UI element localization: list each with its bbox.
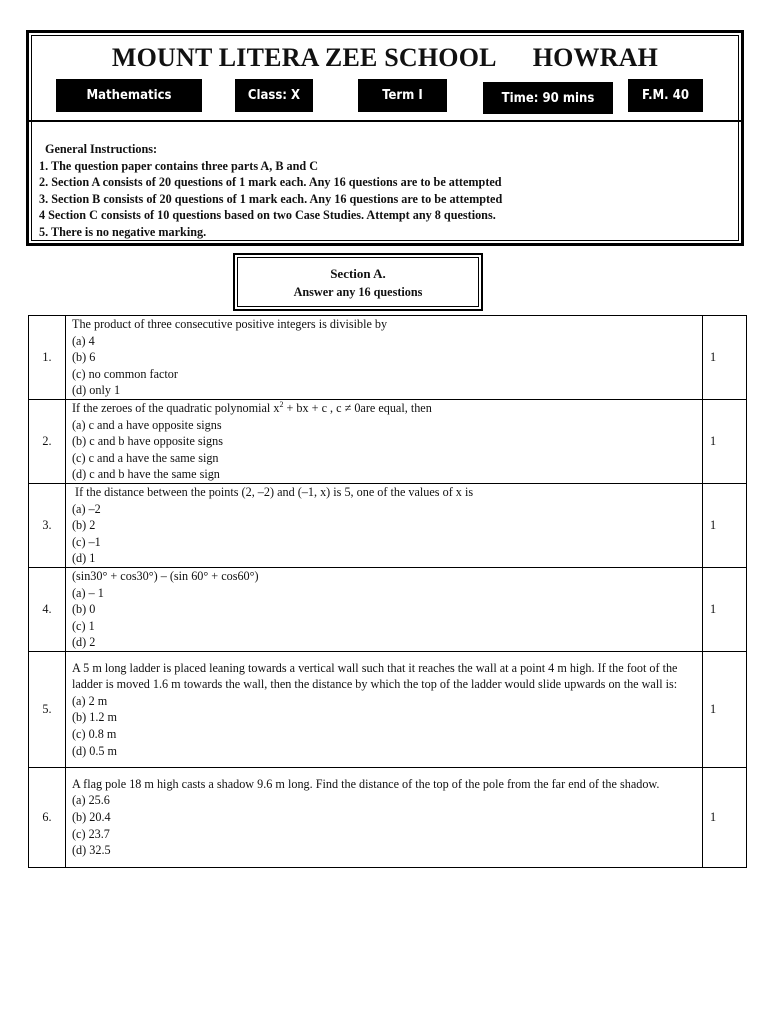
instruction-item: 2. Section A consists of 20 questions of 1 mark each. Any 16 questions are to be attempted [39, 175, 502, 189]
instructions-heading: General Instructions: [45, 142, 158, 156]
question-option: (b) 0 [72, 602, 96, 617]
question-number: 1. [29, 316, 66, 400]
subject-badge: Mathematics [56, 79, 202, 112]
question-marks: 1 [703, 399, 747, 483]
question-option: (a) –2 [72, 501, 101, 516]
section-heading-box [233, 253, 483, 311]
question-option: (b) c and b have opposite signs [72, 434, 223, 449]
term-badge: Term I [358, 79, 447, 112]
question-body [66, 567, 703, 651]
question-option: (a) 4 [72, 333, 95, 348]
question-row [29, 316, 747, 400]
question-body [66, 483, 703, 567]
question-option: (c) –1 [72, 534, 101, 549]
question-stem [72, 400, 696, 417]
full-marks-badge: F.M. 40 [628, 79, 703, 112]
question-option: (d) only 1 [72, 383, 121, 398]
question-row [29, 651, 747, 767]
header-divider [29, 120, 741, 122]
question-marks: 1 [703, 316, 747, 400]
question-option: (d) 2 [72, 635, 96, 650]
question-body [66, 651, 703, 767]
question-row [29, 567, 747, 651]
question-stem: (sin30° + cos30°) – (sin 60° + cos60°) [72, 568, 259, 583]
header-box [26, 30, 744, 246]
question-option: (b) 1.2 m [72, 710, 118, 725]
question-option: (c) no common factor [72, 366, 178, 381]
question-number: 6. [29, 767, 66, 867]
question-row [29, 399, 747, 483]
section-subtitle: Answer any 16 questions [293, 285, 423, 299]
question-stem: A 5 m long ladder is placed leaning towards a vertical wall such that it reaches the wall at a point 4 m high. If the foot of the ladder is moved 1.6 m towards the wall, then the distance by which the top of the ladder would slide upwards on the wall is: [72, 660, 678, 692]
question-marks: 1 [703, 651, 747, 767]
question-option: (d) 1 [72, 551, 96, 566]
question-stem: The product of three consecutive positive integers is divisible by [72, 317, 388, 331]
question-body [66, 399, 703, 483]
question-option: (b) 6 [72, 350, 96, 365]
question-option: (c) c and a have the same sign [72, 450, 219, 465]
question-body [66, 316, 703, 400]
general-instructions [39, 141, 733, 240]
question-option: (a) – 1 [72, 585, 104, 600]
question-option: (d) 0.5 m [72, 743, 118, 758]
question-marks: 1 [703, 567, 747, 651]
question-option: (d) c and b have the same sign [72, 467, 220, 482]
question-option: (c) 23.7 [72, 826, 110, 841]
question-number: 5. [29, 651, 66, 767]
question-marks: 1 [703, 767, 747, 867]
question-option: (a) 2 m [72, 693, 108, 708]
page-title [29, 43, 741, 73]
school-name: MOUNT LITERA ZEE SCHOOL [111, 43, 497, 72]
question-row [29, 483, 747, 567]
stem-text: + bx + c , c ≠ 0are equal, then [283, 400, 432, 415]
question-option: (a) 25.6 [72, 793, 110, 808]
instruction-item: 3. Section B consists of 20 questions of 1 mark each. Any 16 questions are to be attempted [39, 191, 503, 206]
question-row [29, 767, 747, 867]
question-option: (c) 1 [72, 618, 95, 633]
question-stem: If the distance between the points (2, –2) and (–1, x) is 5, one of the values of x is [72, 484, 474, 499]
instruction-item: 5. There is no negative marking. [39, 224, 207, 239]
time-badge: Time: 90 mins [483, 82, 613, 114]
instruction-item: 1. The question paper contains three parts A, B and C [39, 158, 319, 173]
exponent: 2 [279, 399, 284, 409]
question-number: 3. [29, 483, 66, 567]
instruction-item: 4 Section C consists of 10 questions based on two Case Studies. Attempt any 8 questions. [39, 208, 496, 222]
question-option: (a) c and a have opposite signs [72, 417, 222, 432]
school-city: HOWRAH [532, 43, 659, 72]
stem-text: If the zeroes of the quadratic polynomial x [72, 400, 280, 415]
question-body [66, 767, 703, 867]
class-badge: Class: X [235, 79, 313, 112]
question-number: 2. [29, 399, 66, 483]
question-option: (c) 0.8 m [72, 726, 117, 741]
question-option: (b) 2 [72, 518, 96, 533]
questions-table [28, 315, 747, 868]
section-title: Section A. [330, 266, 386, 281]
question-stem: A flag pole 18 m high casts a shadow 9.6 m long. Find the distance of the top of the pole from the far end of the shadow. [72, 776, 660, 791]
question-option: (b) 20.4 [72, 810, 111, 825]
question-marks: 1 [703, 483, 747, 567]
question-option: (d) 32.5 [72, 843, 111, 858]
question-number: 4. [29, 567, 66, 651]
